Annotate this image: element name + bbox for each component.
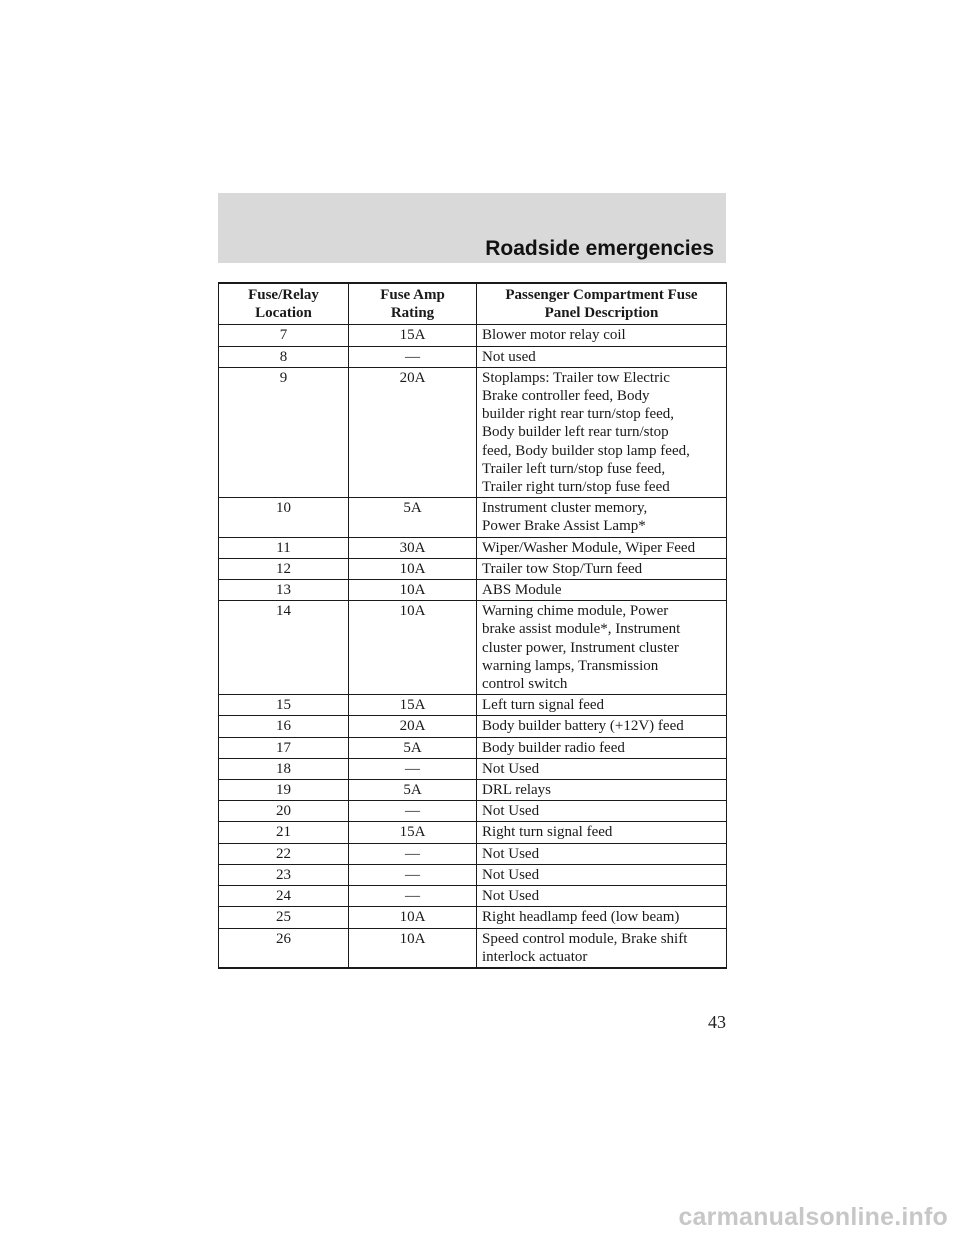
- fuse-description-cell: Left turn signal feed: [477, 695, 727, 716]
- fuse-description-cell: Trailer tow Stop/Turn feed: [477, 558, 727, 579]
- fuse-description-cell: Not used: [477, 346, 727, 367]
- table-row: [219, 601, 727, 695]
- table-row: [219, 367, 727, 497]
- fuse-description-cell: Right headlamp feed (low beam): [477, 907, 727, 928]
- fuse-table: [218, 282, 727, 969]
- fuse-amp-cell: —: [349, 886, 477, 907]
- table-row: [219, 716, 727, 737]
- fuse-location-cell: 22: [219, 843, 349, 864]
- table-row: [219, 907, 727, 928]
- table-row: [219, 537, 727, 558]
- fuse-location-cell: 21: [219, 822, 349, 843]
- fuse-location-cell: 8: [219, 346, 349, 367]
- fuse-location-cell: 20: [219, 801, 349, 822]
- table-row: [219, 580, 727, 601]
- fuse-description-cell: Warning chime module, Power brake assist module*, Instrument cluster power, Instrument cluster warning lamps, Transmission control switch: [477, 601, 727, 695]
- fuse-amp-cell: 15A: [349, 822, 477, 843]
- table-row: [219, 558, 727, 579]
- fuse-location-cell: 14: [219, 601, 349, 695]
- table-row: [219, 498, 727, 537]
- fuse-amp-cell: 10A: [349, 601, 477, 695]
- fuse-description-cell: Not Used: [477, 886, 727, 907]
- fuse-amp-cell: 10A: [349, 928, 477, 968]
- fuse-amp-cell: 10A: [349, 558, 477, 579]
- watermark-link[interactable]: carmanualsonline.info: [678, 1203, 948, 1231]
- fuse-location-cell: 15: [219, 695, 349, 716]
- section-header-band: [218, 193, 726, 263]
- fuse-location-cell: 13: [219, 580, 349, 601]
- fuse-amp-cell: 20A: [349, 716, 477, 737]
- fuse-location-cell: 24: [219, 886, 349, 907]
- page-number: 43: [708, 1012, 726, 1032]
- fuse-description-cell: Speed control module, Brake shift interlock actuator: [477, 928, 727, 968]
- fuse-location-cell: 9: [219, 367, 349, 497]
- fuse-amp-cell: —: [349, 801, 477, 822]
- fuse-amp-cell: —: [349, 864, 477, 885]
- fuse-location-cell: 19: [219, 780, 349, 801]
- fuse-amp-cell: 20A: [349, 367, 477, 497]
- fuse-description-cell: Wiper/Washer Module, Wiper Feed: [477, 537, 727, 558]
- fuse-location-cell: 16: [219, 716, 349, 737]
- fuse-location-cell: 12: [219, 558, 349, 579]
- fuse-amp-cell: 15A: [349, 695, 477, 716]
- table-row: [219, 886, 727, 907]
- fuse-amp-cell: 10A: [349, 907, 477, 928]
- table-row: [219, 346, 727, 367]
- fuse-location-cell: 25: [219, 907, 349, 928]
- fuse-location-cell: 18: [219, 758, 349, 779]
- table-row: [219, 928, 727, 968]
- fuse-amp-cell: 5A: [349, 498, 477, 537]
- fuse-description-cell: Stoplamps: Trailer tow Electric Brake controller feed, Body builder right rear turn/stop feed, Body builder left rear turn/stop feed, Body builder stop lamp feed, Trailer left turn/stop fuse feed, Trailer right turn/stop fuse feed: [477, 367, 727, 497]
- column-header-description: Passenger Compartment Fuse Panel Description: [477, 283, 727, 325]
- table-row: [219, 822, 727, 843]
- fuse-amp-cell: 5A: [349, 737, 477, 758]
- fuse-description-cell: Not Used: [477, 801, 727, 822]
- fuse-description-cell: DRL relays: [477, 780, 727, 801]
- table-body: [219, 325, 727, 968]
- fuse-amp-cell: —: [349, 758, 477, 779]
- fuse-location-cell: 17: [219, 737, 349, 758]
- fuse-description-cell: Not Used: [477, 864, 727, 885]
- table-row: [219, 843, 727, 864]
- fuse-location-cell: 11: [219, 537, 349, 558]
- fuse-amp-cell: —: [349, 843, 477, 864]
- table-row: [219, 864, 727, 885]
- table-row: [219, 758, 727, 779]
- fuse-amp-cell: 10A: [349, 580, 477, 601]
- table-row: [219, 695, 727, 716]
- fuse-amp-cell: —: [349, 346, 477, 367]
- fuse-description-cell: ABS Module: [477, 580, 727, 601]
- table-row: [219, 780, 727, 801]
- column-header-amp-rating: Fuse Amp Rating: [349, 283, 477, 325]
- fuse-description-cell: Not Used: [477, 758, 727, 779]
- fuse-description-cell: Body builder radio feed: [477, 737, 727, 758]
- table-header-row: [219, 283, 727, 325]
- table-row: [219, 737, 727, 758]
- fuse-amp-cell: 30A: [349, 537, 477, 558]
- fuse-location-cell: 23: [219, 864, 349, 885]
- fuse-location-cell: 10: [219, 498, 349, 537]
- fuse-description-cell: Not Used: [477, 843, 727, 864]
- fuse-description-cell: Body builder battery (+12V) feed: [477, 716, 727, 737]
- fuse-amp-cell: 5A: [349, 780, 477, 801]
- fuse-description-cell: Right turn signal feed: [477, 822, 727, 843]
- fuse-location-cell: 7: [219, 325, 349, 346]
- table-row: [219, 325, 727, 346]
- column-header-location: Fuse/Relay Location: [219, 283, 349, 325]
- table-row: [219, 801, 727, 822]
- fuse-description-cell: Instrument cluster memory, Power Brake Assist Lamp*: [477, 498, 727, 537]
- fuse-description-cell: Blower motor relay coil: [477, 325, 727, 346]
- fuse-amp-cell: 15A: [349, 325, 477, 346]
- section-title: Roadside emergencies: [485, 237, 714, 260]
- fuse-location-cell: 26: [219, 928, 349, 968]
